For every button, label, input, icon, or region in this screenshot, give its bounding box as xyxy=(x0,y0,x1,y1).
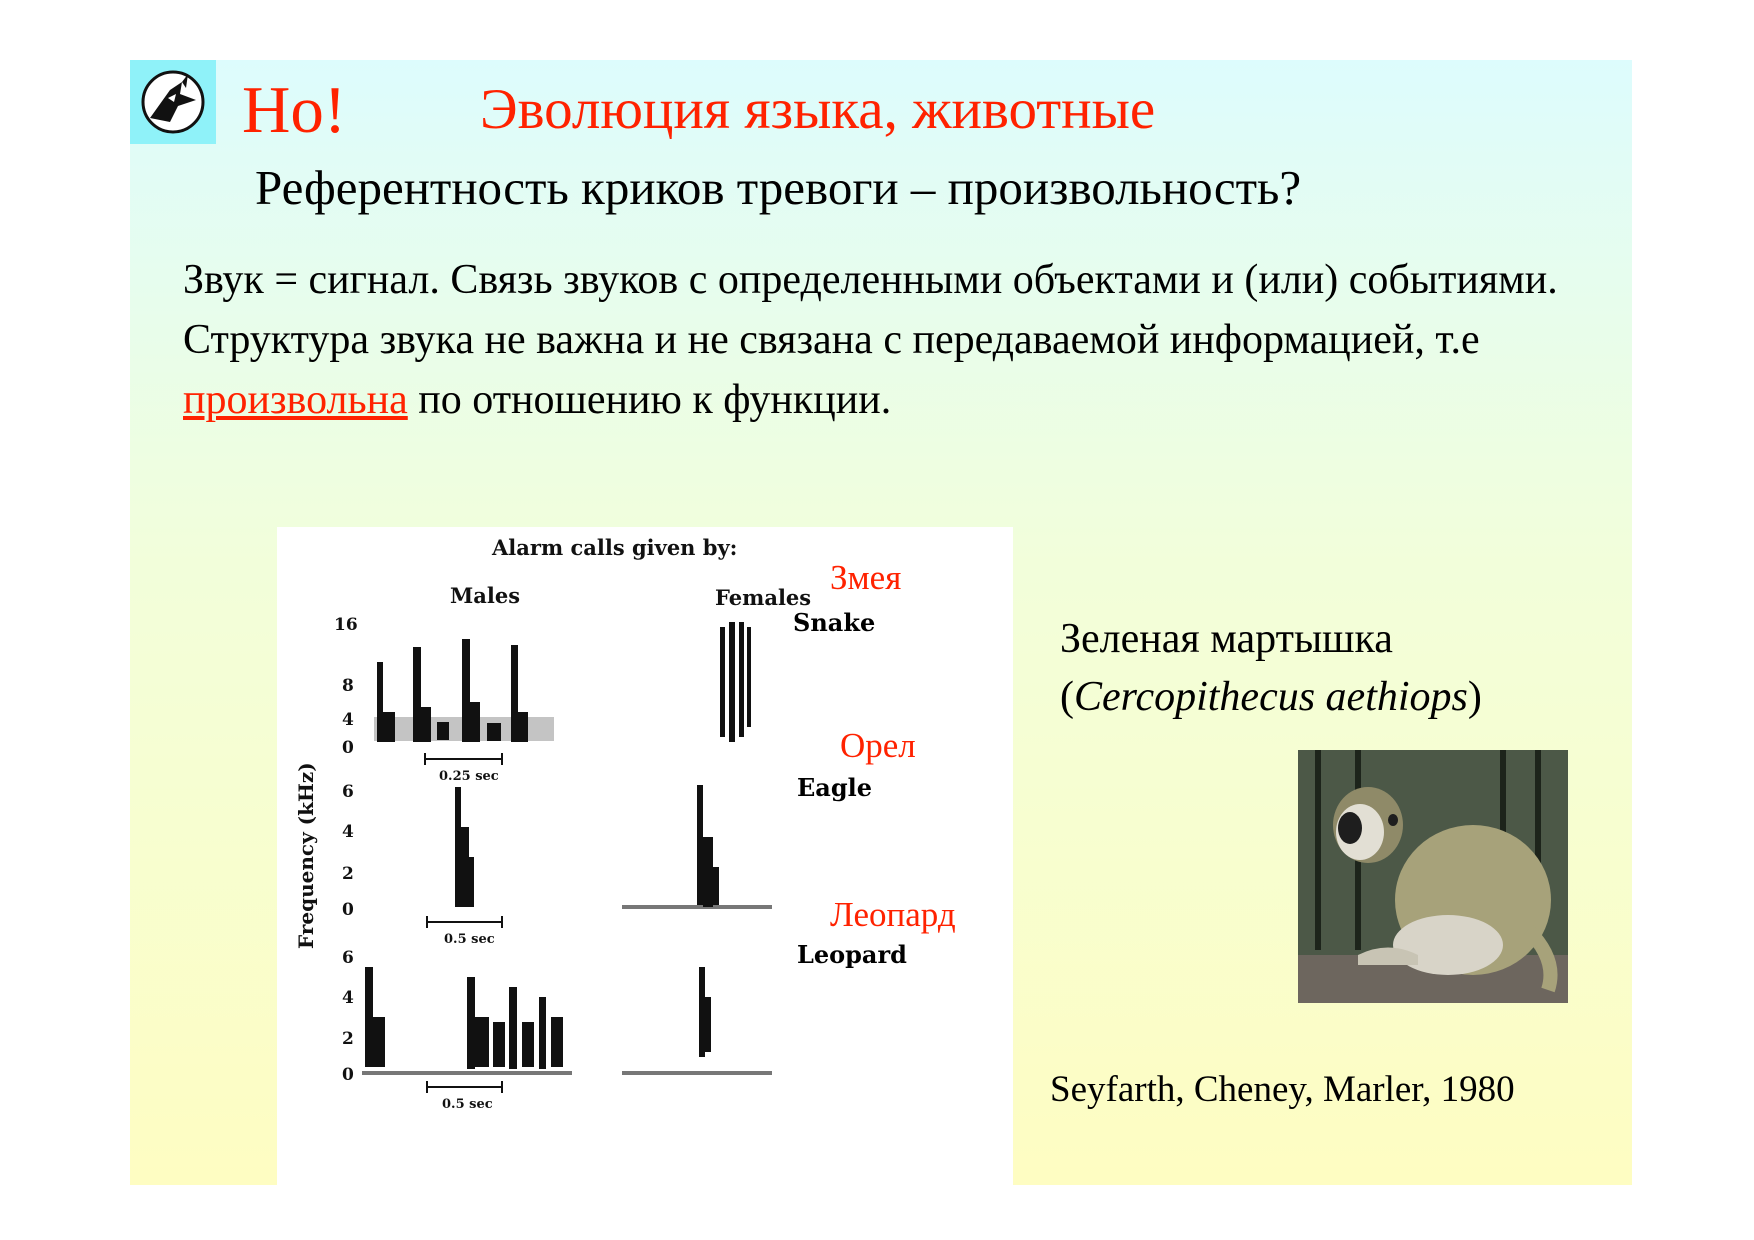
row-snake xyxy=(334,615,751,784)
scale-label: 0.25 sec xyxy=(439,769,499,784)
tick-label: 6 xyxy=(342,948,354,968)
label-snake-ru: Змея xyxy=(830,558,902,597)
species-latin-italic: Cercopithecus aethiops xyxy=(1074,674,1468,720)
spectrogram-males-snake xyxy=(374,639,554,742)
body-text xyxy=(183,250,1583,430)
citation: Seyfarth, Cheney, Marler, 1980 xyxy=(1050,1069,1515,1110)
body-paragraph-1: Звук = сигнал. Связь звуков с определенными объектами и (или) событиями. xyxy=(183,257,1558,303)
tick-label: 2 xyxy=(342,864,354,884)
column-label-males: Males xyxy=(450,583,521,608)
tick-label: 16 xyxy=(334,615,358,635)
slide xyxy=(130,60,1632,1185)
spectrogram-figure xyxy=(277,527,1013,1185)
tick-label: 4 xyxy=(342,710,354,730)
tick-label: 0 xyxy=(342,900,354,920)
label-eagle-ru: Орел xyxy=(840,726,916,765)
label-leopard-en: Leopard xyxy=(797,940,907,969)
spectrogram-males-eagle xyxy=(455,787,474,907)
body-text-suffix: по отношению к функции. xyxy=(407,377,892,423)
monkey-photo xyxy=(1298,750,1568,1003)
label-snake-en: Snake xyxy=(793,608,876,637)
title-exclamation: Но! xyxy=(242,73,347,147)
row-leopard xyxy=(342,948,772,1112)
label-leopard-ru: Леопард xyxy=(830,895,956,934)
spectrogram-females-snake xyxy=(720,622,751,742)
spectrogram-males-leopard xyxy=(362,967,572,1075)
tick-label: 4 xyxy=(342,988,354,1008)
spectrogram-females-eagle xyxy=(622,785,772,909)
scale-label: 0.5 sec xyxy=(444,932,495,947)
highlight-arbitrary: произвольна xyxy=(183,377,408,423)
species-name xyxy=(1060,610,1482,726)
tick-label: 0 xyxy=(342,1065,354,1085)
scale-bar xyxy=(427,1081,502,1093)
page-subtitle: Референтность криков тревоги – произвольность? xyxy=(255,160,1302,215)
page-title: Эволюция языка, животные xyxy=(480,78,1156,141)
label-eagle-en: Eagle xyxy=(797,773,873,802)
tick-label: 2 xyxy=(342,1029,354,1049)
species-common-name: Зеленая мартышка xyxy=(1060,616,1393,662)
row-eagle xyxy=(342,782,772,947)
tick-label: 0 xyxy=(342,738,354,758)
body-paragraph-2 xyxy=(183,310,1583,430)
tick-label: 6 xyxy=(342,782,354,802)
fox-emblem-icon xyxy=(130,60,216,144)
species-latin-name: (Cercopithecus aethiops) xyxy=(1060,674,1482,720)
figure-heading: Alarm calls given by: xyxy=(492,535,738,560)
column-label-females: Females xyxy=(715,585,812,610)
spectrogram-females-leopard xyxy=(622,967,772,1075)
tick-label: 8 xyxy=(342,676,354,696)
y-axis-label: Frequency (kHz) xyxy=(294,762,318,949)
scale-bar xyxy=(425,753,502,765)
scale-label: 0.5 sec xyxy=(442,1097,493,1112)
tick-label: 4 xyxy=(342,822,354,842)
body-text-prefix: Структура звука не важна и не связана с передаваемой информацией, т.е xyxy=(183,317,1480,363)
scale-bar xyxy=(427,916,502,928)
